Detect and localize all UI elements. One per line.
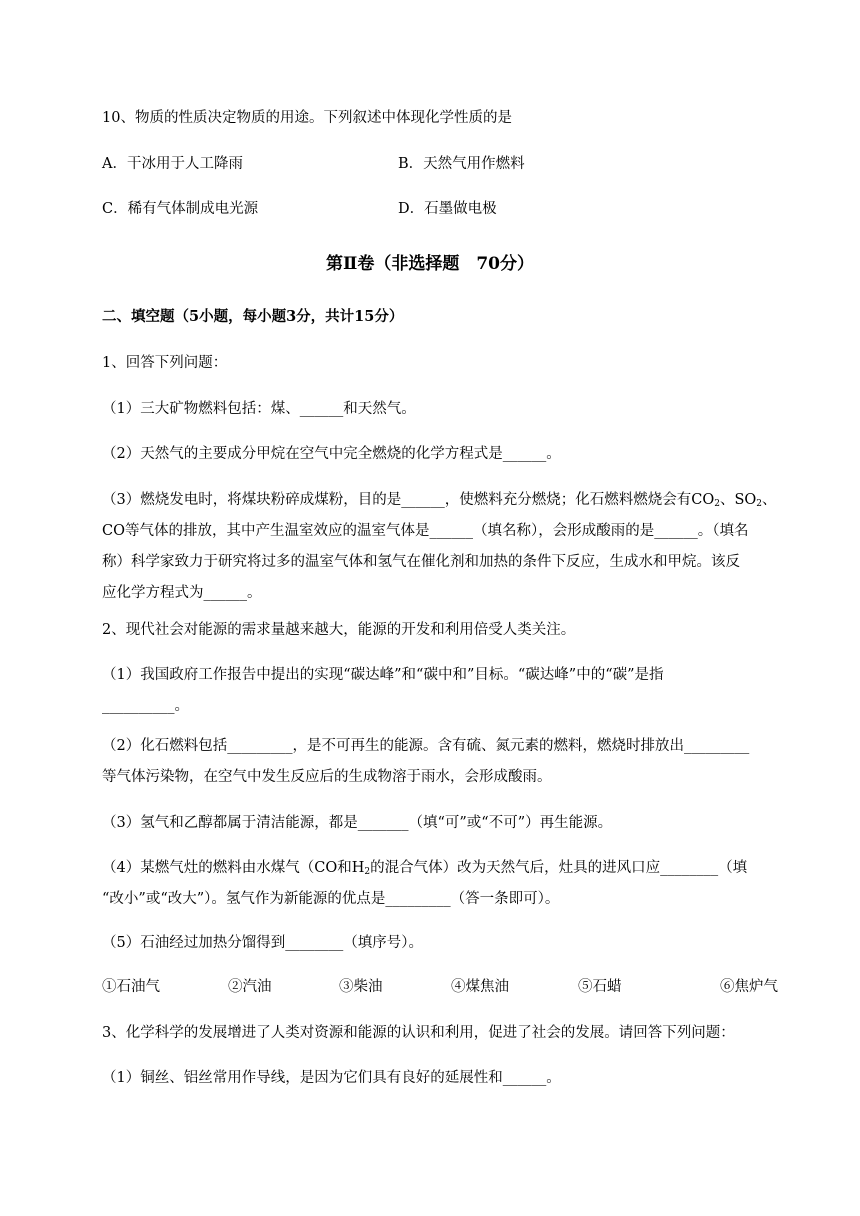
choice-2: ②汽油 [228,979,272,995]
q10-option-d: D．石墨做电极 [398,201,497,217]
q10-option-a: A．干冰用于人工降雨 [102,156,243,172]
q2-part-2-line-1: （2）化石燃料包括_________，是不可再生的能源。含有硫、氮元素的燃料，燃烧时排放出_________ [102,738,750,754]
q1-part-3-line-3: 称）科学家致力于研究将过多的温室气体和氢气在催化剂和加热的条件下反应，生成水和甲烷。该反 [102,554,740,570]
q3-part-1: （1）铜丝、铝丝常用作导线，是因为它们具有良好的延展性和______。 [102,1070,561,1086]
q2-part-4-line-1: （4）某燃气灶的燃料由水煤气（CO和$H_2$的混合气体）改为天然气后，灶具的进风口应________（填 [102,860,748,877]
q10-option-b: B．天然气用作燃料 [398,156,525,172]
question-3-stem: 3、化学科学的发展增进了人类对资源和能源的认识和利用，促进了社会的发展。请回答下列问题： [102,1025,735,1041]
q1-part-3-line-2: CO等气体的排放，其中产生温室效应的温室气体是______（填名称），会形成酸雨的是______。（填名 [102,523,749,539]
choice-3: ③柴油 [339,979,383,995]
part-heading: 二、填空题（5小题，每小题3分，共计15分） [102,308,404,325]
q1-part-3-line-4: 应化学方程式为______。 [102,585,262,601]
q2-part-2-line-2: 等气体污染物，在空气中发生反应后的生成物溶于雨水，会形成酸雨。 [102,769,552,785]
choice-1: ①石油气 [102,979,160,995]
q10-option-c: C．稀有气体制成电光源 [102,201,259,217]
question-10-stem: 10、物质的性质决定物质的用途。下列叙述中体现化学性质的是 [102,110,512,126]
question-1-stem: 1、回答下列问题： [102,355,228,371]
question-2-stem: 2、现代社会对能源的需求量越来越大，能源的开发和利用倍受人类关注。 [102,622,576,638]
choice-6: ⑥焦炉气 [720,979,778,995]
q2-part-1-line-1: （1）我国政府工作报告中提出的实现“碳达峰”和“碳中和”目标。“碳达峰”中的“碳”是指 [102,667,664,683]
q2-part-3: （3）氢气和乙醇都属于清洁能源，都是_______（填“可”或“不可”）再生能源。 [102,815,613,831]
choice-5: ⑤石蜡 [578,979,622,995]
q2-part-1-line-2: __________。 [102,698,189,714]
q1-part-2: （2）天然气的主要成分甲烷在空气中完全燃烧的化学方程式是______。 [102,446,561,462]
q1-part-1: （1）三大矿物燃料包括：煤、______和天然气。 [102,401,416,417]
section-title: 第Ⅱ卷（非选择题 70分） [326,254,534,274]
q2-part-5: （5）石油经过加热分馏得到________（填序号）。 [102,935,423,951]
q1-part-3-line-1: （3）燃烧发电时，将煤块粉碎成煤粉，目的是______，使燃料充分燃烧；化石燃料燃烧会有$CO_2$、$SO_2$、 [102,492,777,509]
q2-part-4-line-2: “改小”或“改大”）。氢气作为新能源的优点是_________（答一条即可）。 [102,891,560,907]
choice-4: ④煤焦油 [451,979,509,995]
